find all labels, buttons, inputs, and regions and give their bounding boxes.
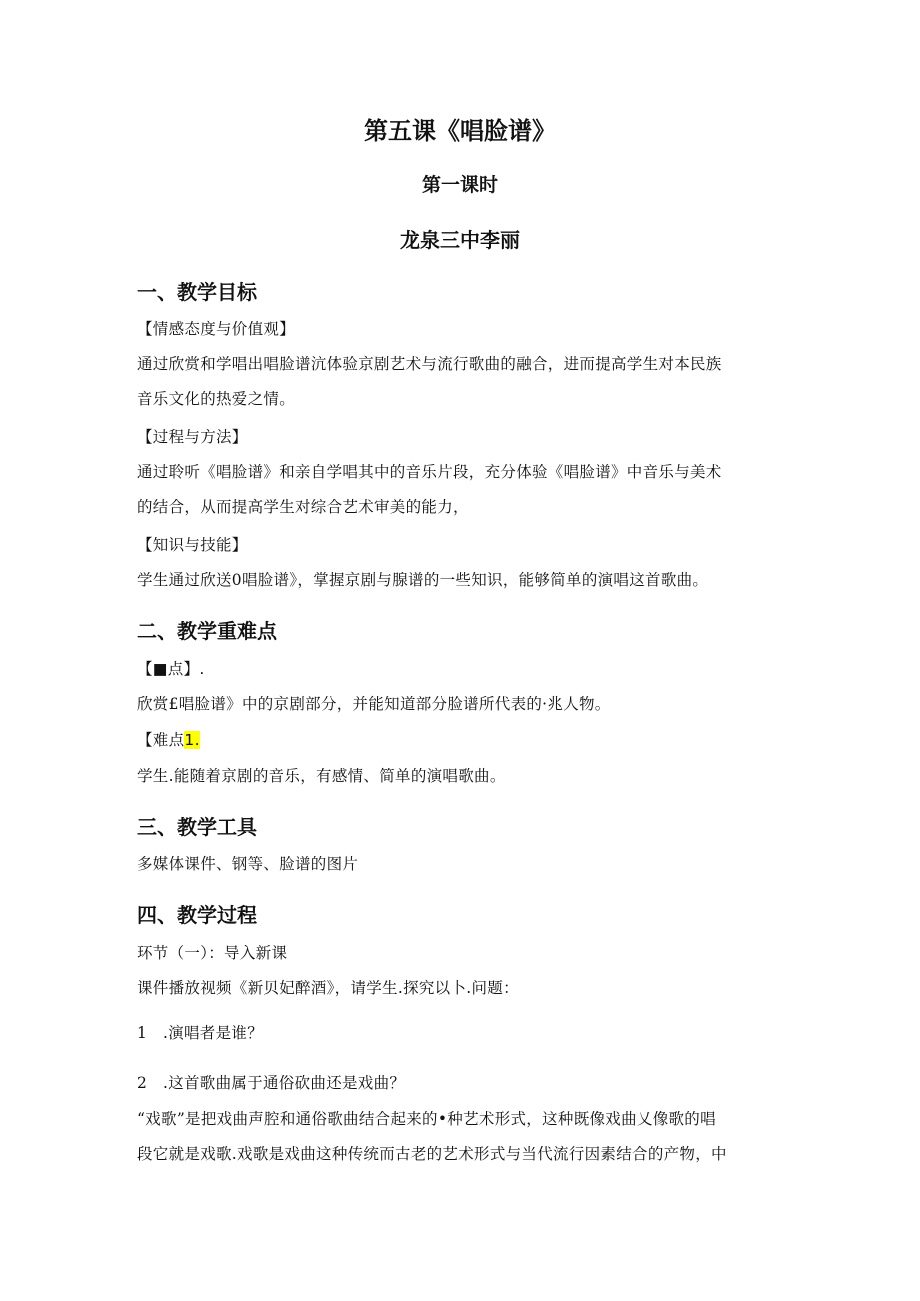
tools-text: 多媒体课件、钢等、脸谱的图片	[137, 855, 359, 873]
question-1: 1 .演唱者是谁？	[137, 1024, 263, 1042]
author-line: 龙泉三中李丽	[400, 228, 520, 252]
section-heading-key-points: 二、教学重难点	[137, 619, 277, 643]
emotion-label: 【情感态度与价值观】	[137, 320, 296, 338]
emotion-text-line-2: 音乐文化的热爱之情。	[137, 390, 296, 408]
paragraph-line-2: 段它就是戏歌.戏歌是戏曲这种传统而古老的艺术形式与当代流行因素结合的产物，中	[137, 1145, 727, 1163]
key-point-label: 【■点】.	[137, 660, 205, 678]
intro-text: 课件播放视频《新贝妃醉酒》，请学生.探究以卜.问题：	[137, 979, 519, 997]
emotion-text-line-1: 通过欣赏和学唱出唱脸谱沆体验京剧艺术与流行歌曲的融合，进而提高学生对本民族	[137, 355, 722, 373]
highlighted-number: 1.	[184, 731, 200, 749]
key-point-text: 欣赏£唱脸谱》中的京剧部分，并能知道部分脸谱所代表的·兆人物。	[137, 695, 611, 713]
question-2: 2 .这首歌曲属于通俗砍曲还是戏曲？	[137, 1074, 406, 1092]
page-title: 第五课《唱脸谱》	[364, 117, 556, 145]
process-text-line-2: 的结合，从而提高学生对综合艺术审美的能力，	[137, 498, 469, 516]
section-heading-tools: 三、教学工具	[137, 815, 257, 839]
difficult-point-text: 学生.能随着京剧的音乐，有感情、简单的演唱歌曲。	[137, 767, 506, 785]
knowledge-text-line-1: 学生通过欣送0唱脸谱》，掌握京剧与腺谱的一些知识，能够简单的演唱这首歌曲。	[137, 571, 709, 589]
knowledge-label: 【知识与技能】	[137, 536, 248, 554]
section-heading-objectives: 一、教学目标	[137, 280, 257, 304]
process-label: 【过程与方法】	[137, 428, 248, 446]
lesson-subtitle: 第一课时	[421, 174, 498, 196]
process-text-line-1: 通过聆听《唱脸谱》和亲自学唱其中的音乐片段，充分体验《唱脸谱》中音乐与美术	[137, 463, 722, 481]
section-heading-process: 四、教学过程	[137, 903, 257, 927]
difficult-label-prefix: 【难点	[137, 731, 185, 749]
step-label: 环节（一）：导入新课	[137, 944, 288, 962]
difficult-point-label	[137, 727, 200, 753]
paragraph-line-1: “戏歌”是把戏曲声腔和通俗歌曲结合起来的•种艺术形式，这种既像戏曲乂像歌的唱	[137, 1110, 716, 1128]
